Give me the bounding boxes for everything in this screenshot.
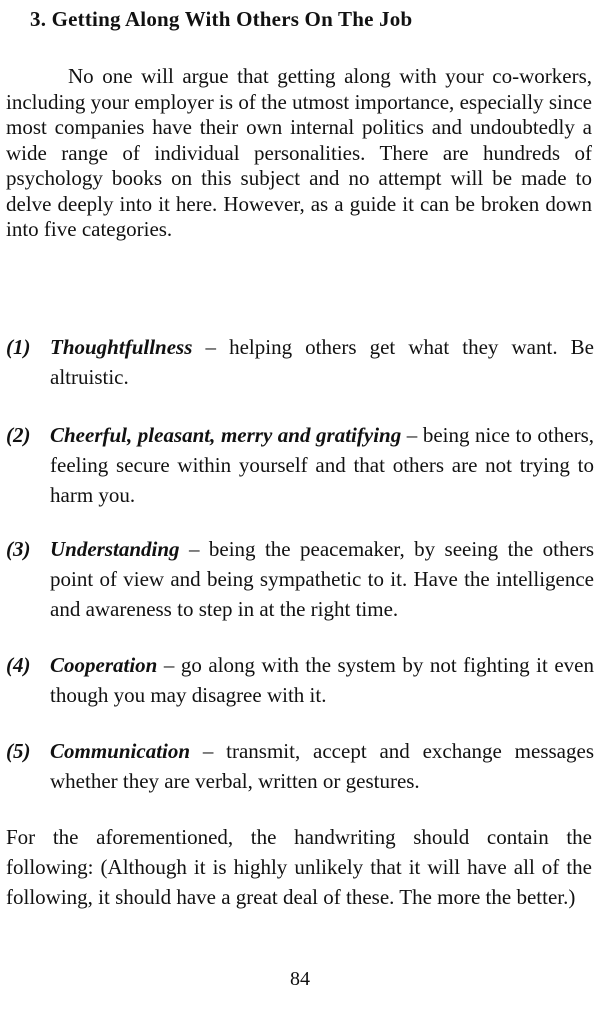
list-item-term: Understanding	[50, 537, 180, 561]
list-item-thoughtfullness	[6, 332, 594, 392]
list-item-description: – being nice to others, feeling secure within yourself and that others are not trying to harm you.	[50, 423, 594, 507]
list-item-term: Thoughtfullness	[50, 335, 193, 359]
list-item-communication	[6, 736, 594, 796]
list-item-term: Cooperation	[50, 653, 158, 677]
list-item-description: – helping others get what they want. Be altruistic.	[50, 335, 594, 389]
list-item-number: (5)	[6, 739, 31, 763]
intro-paragraph: No one will argue that getting along with your co-workers, including your employer is of the utmost importance, especially since most companies have their own internal politics and undoubtedly a wide range of individual personalities. There are hundreds of psychology books on this subject and no attempt will be made to delve deeply into it here. However, as a guide it can be broken down into five categories.	[6, 64, 592, 241]
list-item-number: (2)	[6, 423, 31, 447]
section-heading: 3. Getting Along With Others On The Job	[30, 7, 413, 31]
list-item-number: (3)	[6, 537, 31, 561]
list-item-term: Cheerful, pleasant, merry and gratifying	[50, 423, 402, 447]
list-item-description: – go along with the system by not fighting it even though you may disagree with it.	[50, 653, 594, 707]
list-item-cheerful	[6, 420, 594, 510]
list-item-description: – transmit, accept and exchange messages whether they are verbal, written or gestures.	[50, 739, 594, 793]
list-item-number: (1)	[6, 335, 31, 359]
list-item-cooperation	[6, 650, 594, 710]
page-number: 84	[290, 968, 310, 990]
list-item-description: – being the peacemaker, by seeing the others point of view and being sympathetic to it. Have the intelligence and awareness to step in at the right time.	[50, 537, 594, 621]
list-item-understanding	[6, 534, 594, 624]
closing-paragraph: For the aforementioned, the handwriting should contain the following: (Although it is highly unlikely that it will have all of the following, it should have a great deal of these. The more the better.)	[6, 825, 592, 909]
list-item-number: (4)	[6, 653, 31, 677]
list-item-term: Communication	[50, 739, 191, 763]
